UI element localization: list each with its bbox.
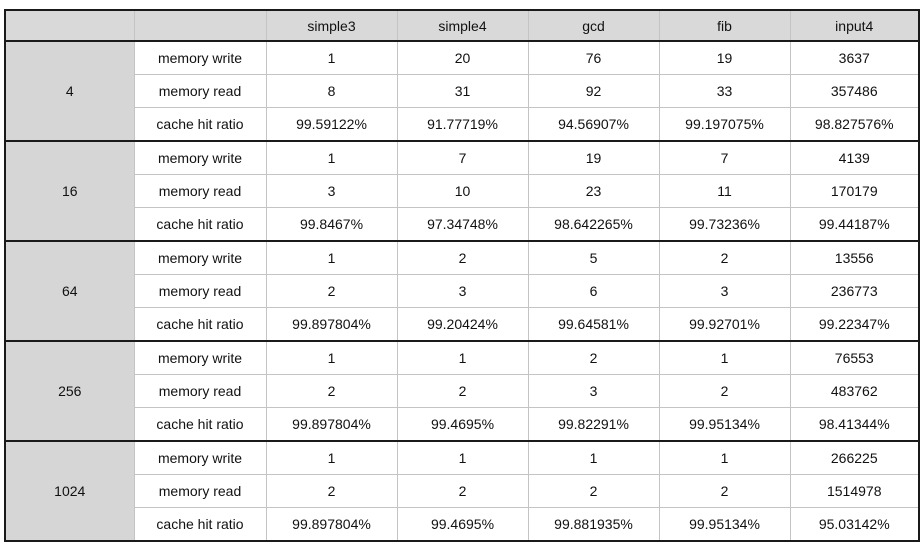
value-cell[interactable]: 99.82291% <box>528 408 659 442</box>
value-cell[interactable]: 92 <box>528 75 659 108</box>
table-row <box>5 475 919 508</box>
value-cell[interactable]: 99.95134% <box>659 408 790 442</box>
metric-label-cell[interactable]: memory read <box>134 375 266 408</box>
header-cell-simple3[interactable]: simple3 <box>266 10 397 41</box>
value-cell[interactable]: 99.59122% <box>266 108 397 142</box>
value-cell[interactable]: 99.8467% <box>266 208 397 242</box>
metric-label-cell[interactable]: memory read <box>134 275 266 308</box>
cache-size-cell[interactable]: 64 <box>5 241 134 341</box>
table-row <box>5 141 919 175</box>
value-cell[interactable]: 8 <box>266 75 397 108</box>
table-row <box>5 441 919 475</box>
value-cell[interactable]: 99.897804% <box>266 508 397 542</box>
metric-label-cell[interactable]: cache hit ratio <box>134 508 266 542</box>
metric-label-cell[interactable]: memory write <box>134 41 266 75</box>
value-cell[interactable]: 99.897804% <box>266 408 397 442</box>
metric-label-cell[interactable]: memory write <box>134 441 266 475</box>
header-row <box>5 10 919 41</box>
table-row <box>5 508 919 542</box>
cache-size-cell[interactable]: 4 <box>5 41 134 141</box>
value-cell[interactable]: 20 <box>397 41 528 75</box>
value-cell[interactable]: 99.20424% <box>397 308 528 342</box>
value-cell[interactable]: 170179 <box>790 175 919 208</box>
value-cell[interactable]: 98.41344% <box>790 408 919 442</box>
header-cell-simple4[interactable]: simple4 <box>397 10 528 41</box>
table-row <box>5 175 919 208</box>
value-cell[interactable]: 2 <box>659 241 790 275</box>
value-cell[interactable]: 2 <box>659 475 790 508</box>
metric-label-cell[interactable]: memory read <box>134 175 266 208</box>
value-cell[interactable]: 99.897804% <box>266 308 397 342</box>
value-cell[interactable]: 99.197075% <box>659 108 790 142</box>
header-cell-input4[interactable]: input4 <box>790 10 919 41</box>
value-cell[interactable]: 10 <box>397 175 528 208</box>
value-cell[interactable]: 19 <box>528 141 659 175</box>
value-cell[interactable]: 1 <box>659 441 790 475</box>
value-cell[interactable]: 3637 <box>790 41 919 75</box>
value-cell[interactable]: 5 <box>528 241 659 275</box>
table-row <box>5 275 919 308</box>
value-cell[interactable]: 1514978 <box>790 475 919 508</box>
header-cell-gcd[interactable]: gcd <box>528 10 659 41</box>
value-cell[interactable]: 13556 <box>790 241 919 275</box>
value-cell[interactable]: 99.4695% <box>397 408 528 442</box>
value-cell[interactable]: 33 <box>659 75 790 108</box>
header-cell-size[interactable] <box>5 10 134 41</box>
value-cell[interactable]: 99.22347% <box>790 308 919 342</box>
value-cell[interactable]: 99.881935% <box>528 508 659 542</box>
header-cell-metric[interactable] <box>134 10 266 41</box>
value-cell[interactable]: 1 <box>266 41 397 75</box>
value-cell[interactable]: 3 <box>659 275 790 308</box>
value-cell[interactable]: 3 <box>528 375 659 408</box>
value-cell[interactable]: 1 <box>397 341 528 375</box>
spreadsheet <box>4 9 920 542</box>
value-cell[interactable]: 76 <box>528 41 659 75</box>
value-cell[interactable]: 99.4695% <box>397 508 528 542</box>
value-cell[interactable]: 1 <box>266 141 397 175</box>
metric-label-cell[interactable]: cache hit ratio <box>134 308 266 342</box>
value-cell[interactable]: 1 <box>266 341 397 375</box>
value-cell[interactable]: 7 <box>397 141 528 175</box>
metric-label-cell[interactable]: memory read <box>134 475 266 508</box>
cache-size-cell[interactable]: 16 <box>5 141 134 241</box>
value-cell[interactable]: 31 <box>397 75 528 108</box>
value-cell[interactable]: 91.77719% <box>397 108 528 142</box>
value-cell[interactable]: 2 <box>397 375 528 408</box>
value-cell[interactable]: 1 <box>266 241 397 275</box>
value-cell[interactable]: 357486 <box>790 75 919 108</box>
metric-label-cell[interactable]: memory read <box>134 75 266 108</box>
value-cell[interactable]: 19 <box>659 41 790 75</box>
value-cell[interactable]: 2 <box>266 275 397 308</box>
value-cell[interactable]: 99.44187% <box>790 208 919 242</box>
value-cell[interactable]: 1 <box>266 441 397 475</box>
table-row <box>5 341 919 375</box>
table-body <box>5 41 919 541</box>
value-cell[interactable]: 2 <box>528 475 659 508</box>
value-cell[interactable]: 7 <box>659 141 790 175</box>
value-cell[interactable]: 3 <box>397 275 528 308</box>
value-cell[interactable]: 97.34748% <box>397 208 528 242</box>
value-cell[interactable]: 99.64581% <box>528 308 659 342</box>
value-cell[interactable]: 236773 <box>790 275 919 308</box>
table-row <box>5 75 919 108</box>
header-cell-fib[interactable]: fib <box>659 10 790 41</box>
value-cell[interactable]: 1 <box>528 441 659 475</box>
value-cell[interactable]: 4139 <box>790 141 919 175</box>
cache-size-cell[interactable]: 1024 <box>5 441 134 541</box>
value-cell[interactable]: 2 <box>528 341 659 375</box>
value-cell[interactable]: 95.03142% <box>790 508 919 542</box>
metric-label-cell[interactable]: memory write <box>134 141 266 175</box>
value-cell[interactable]: 94.56907% <box>528 108 659 142</box>
value-cell[interactable]: 2 <box>397 241 528 275</box>
table-row <box>5 208 919 242</box>
value-cell[interactable]: 2 <box>266 475 397 508</box>
value-cell[interactable]: 98.642265% <box>528 208 659 242</box>
value-cell[interactable]: 3 <box>266 175 397 208</box>
value-cell[interactable]: 483762 <box>790 375 919 408</box>
table-row <box>5 108 919 142</box>
value-cell[interactable]: 99.92701% <box>659 308 790 342</box>
value-cell[interactable]: 99.73236% <box>659 208 790 242</box>
cache-results-table <box>4 9 920 542</box>
value-cell[interactable]: 2 <box>659 375 790 408</box>
metric-label-cell[interactable]: memory write <box>134 341 266 375</box>
metric-label-cell[interactable]: cache hit ratio <box>134 408 266 442</box>
value-cell[interactable]: 23 <box>528 175 659 208</box>
value-cell[interactable]: 99.95134% <box>659 508 790 542</box>
value-cell[interactable]: 1 <box>659 341 790 375</box>
value-cell[interactable]: 76553 <box>790 341 919 375</box>
value-cell[interactable]: 6 <box>528 275 659 308</box>
table-row <box>5 408 919 442</box>
value-cell[interactable]: 11 <box>659 175 790 208</box>
table-row <box>5 241 919 275</box>
metric-label-cell[interactable]: cache hit ratio <box>134 108 266 142</box>
metric-label-cell[interactable]: cache hit ratio <box>134 208 266 242</box>
table-row <box>5 375 919 408</box>
value-cell[interactable]: 98.827576% <box>790 108 919 142</box>
cache-size-cell[interactable]: 256 <box>5 341 134 441</box>
value-cell[interactable]: 2 <box>266 375 397 408</box>
value-cell[interactable]: 1 <box>397 441 528 475</box>
value-cell[interactable]: 2 <box>397 475 528 508</box>
table-row <box>5 41 919 75</box>
table-row <box>5 308 919 342</box>
value-cell[interactable]: 266225 <box>790 441 919 475</box>
metric-label-cell[interactable]: memory write <box>134 241 266 275</box>
